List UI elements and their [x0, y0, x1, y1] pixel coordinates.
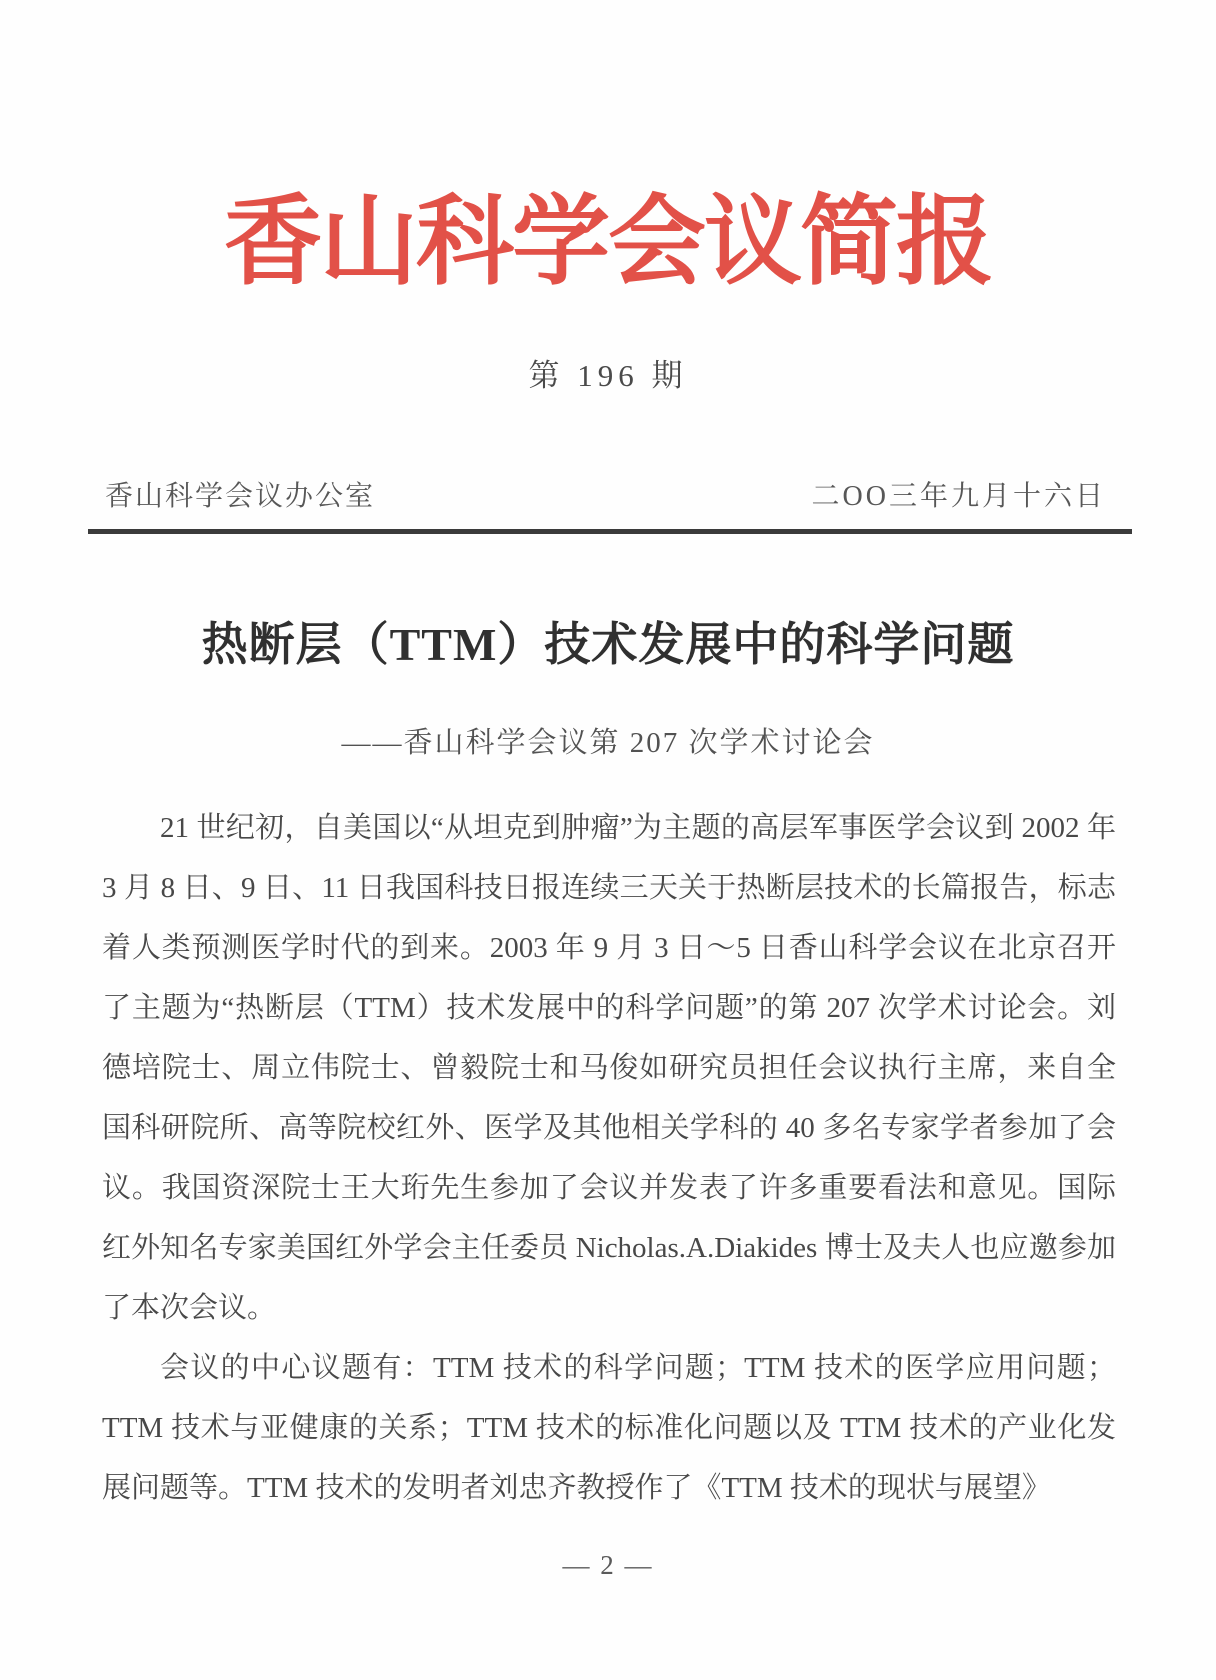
article-title: 热断层（TTM）技术发展中的科学问题: [201, 619, 1015, 670]
page-number: — 2 —: [562, 1550, 654, 1580]
header-divider-rule: [88, 529, 1132, 534]
bulletin-masthead-title: 香山科学会议简报: [223, 186, 992, 296]
body-paragraph-2: 会议的中心议题有：TTM 技术的科学问题；TTM 技术的医学应用问题；TTM 技术与亚健康的关系；TTM 技术的标准化问题以及 TTM 技术的产业化发展问题等。TTM 技术的发明者刘忠齐教授作了《TTM 技术的现状与展望》: [102, 1352, 1116, 1504]
meta-row: [105, 474, 1106, 514]
issue-date: 二OO三年九月十六日: [811, 481, 1106, 512]
issue-number: 第 196 期: [528, 358, 688, 393]
article-body: [102, 798, 1116, 1518]
issuing-office: 香山科学会议办公室: [105, 481, 376, 512]
article-subtitle: ——香山科学会议第 207 次学术讨论会: [341, 727, 875, 759]
body-paragraph-1: 21 世纪初，自美国以“从坦克到肿瘤”为主题的高层军事医学会议到 2002 年 3 月 8 日、9 日、11 日我国科技日报连续三天关于热断层技术的长篇报告，标志着人类预测医学时代的到来。2003 年 9 月 3 日～5 日香山科学会议在北京召开了主题为“热断层（TTM）技术发展中的科学问题”的第 207 次学术讨论会。刘德培院士、周立伟院士、曾毅院士和马俊如研究员担任会议执行主席，来自全国科研院所、高等院校红外、医学及其他相关学科的 40 多名专家学者参加了会议。我国资深院士王大珩先生参加了会议并发表了许多重要看法和意见。国际红外知名专家美国红外学会主任委员 Nicholas.A.Diakides 博士及夫人也应邀参加了本次会议。: [102, 812, 1116, 1324]
